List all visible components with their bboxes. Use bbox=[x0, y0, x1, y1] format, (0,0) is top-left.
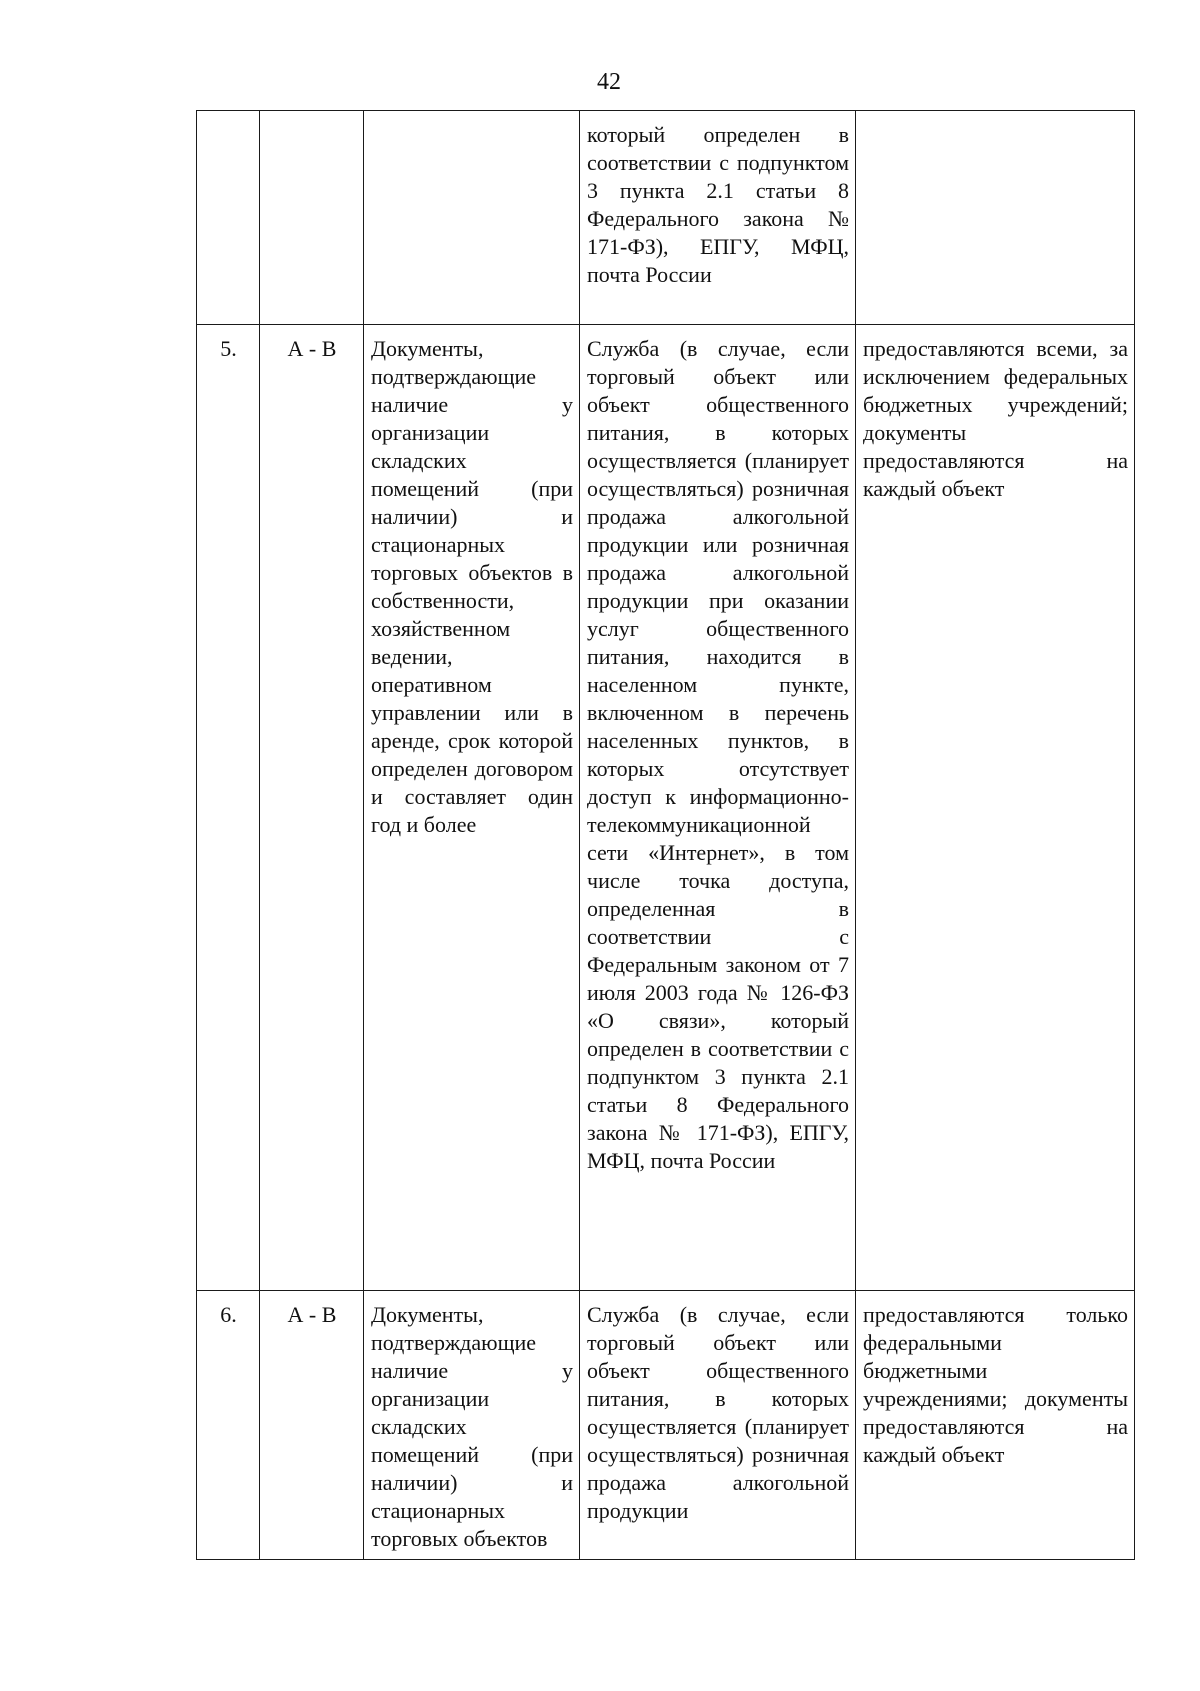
document-cell: Документы, подтверждающие наличие у организации складских помещений (при наличии) и стационарных торговых объектов bbox=[364, 1291, 580, 1560]
row-number-cell: 6. bbox=[197, 1291, 260, 1560]
category-cell bbox=[260, 111, 364, 325]
category-cell: А - В bbox=[260, 1291, 364, 1560]
table-row bbox=[197, 1291, 1135, 1560]
note-cell bbox=[856, 111, 1135, 325]
category-cell: А - В bbox=[260, 325, 364, 1291]
document-table bbox=[196, 110, 1135, 1560]
table-row bbox=[197, 111, 1135, 325]
page-number: 42 bbox=[597, 69, 621, 95]
note-cell: предоставляются всеми, за исключением федеральных бюджетных учреждений; документы предоставляются на каждый объект bbox=[856, 325, 1135, 1291]
row-number-cell bbox=[197, 111, 260, 325]
source-cell: который определен в соответствии с подпунктом 3 пункта 2.1 статьи 8 Федерального закона № 171-ФЗ), ЕПГУ, МФЦ, почта России bbox=[580, 111, 856, 325]
source-cell: Служба (в случае, если торговый объект или объект общественного питания, в которых осуществляется (планирует осуществляться) розничная продажа алкогольной продукции или розничная продажа алкогольной продукции при оказании услуг общественного питания, находится в населенном пункте, включенном в перечень населенных пунктов, в которых отсутствует доступ к информационно-телекоммуникационной сети «Интернет», в том числе точка доступа, определенная в соответствии с Федеральным законом от 7 июля 2003 года № 126-ФЗ «О связи», который определен в соответствии с подпунктом 3 пункта 2.1 статьи 8 Федерального закона № 171-ФЗ), ЕПГУ, МФЦ, почта России bbox=[580, 325, 856, 1291]
document-cell: Документы, подтверждающие наличие у организации складских помещений (при наличии) и стационарных торговых объектов в собственности, хозяйственном ведении, оперативном управлении или в аренде, срок которой определен договором и составляет один год и более bbox=[364, 325, 580, 1291]
note-cell: предоставляются только федеральными бюджетными учреждениями; документы предоставляются на каждый объект bbox=[856, 1291, 1135, 1560]
source-cell: Служба (в случае, если торговый объект или объект общественного питания, в которых осуществляется (планирует осуществляться) розничная продажа алкогольной продукции bbox=[580, 1291, 856, 1560]
document-cell bbox=[364, 111, 580, 325]
row-number-cell: 5. bbox=[197, 325, 260, 1291]
table-row bbox=[197, 325, 1135, 1291]
